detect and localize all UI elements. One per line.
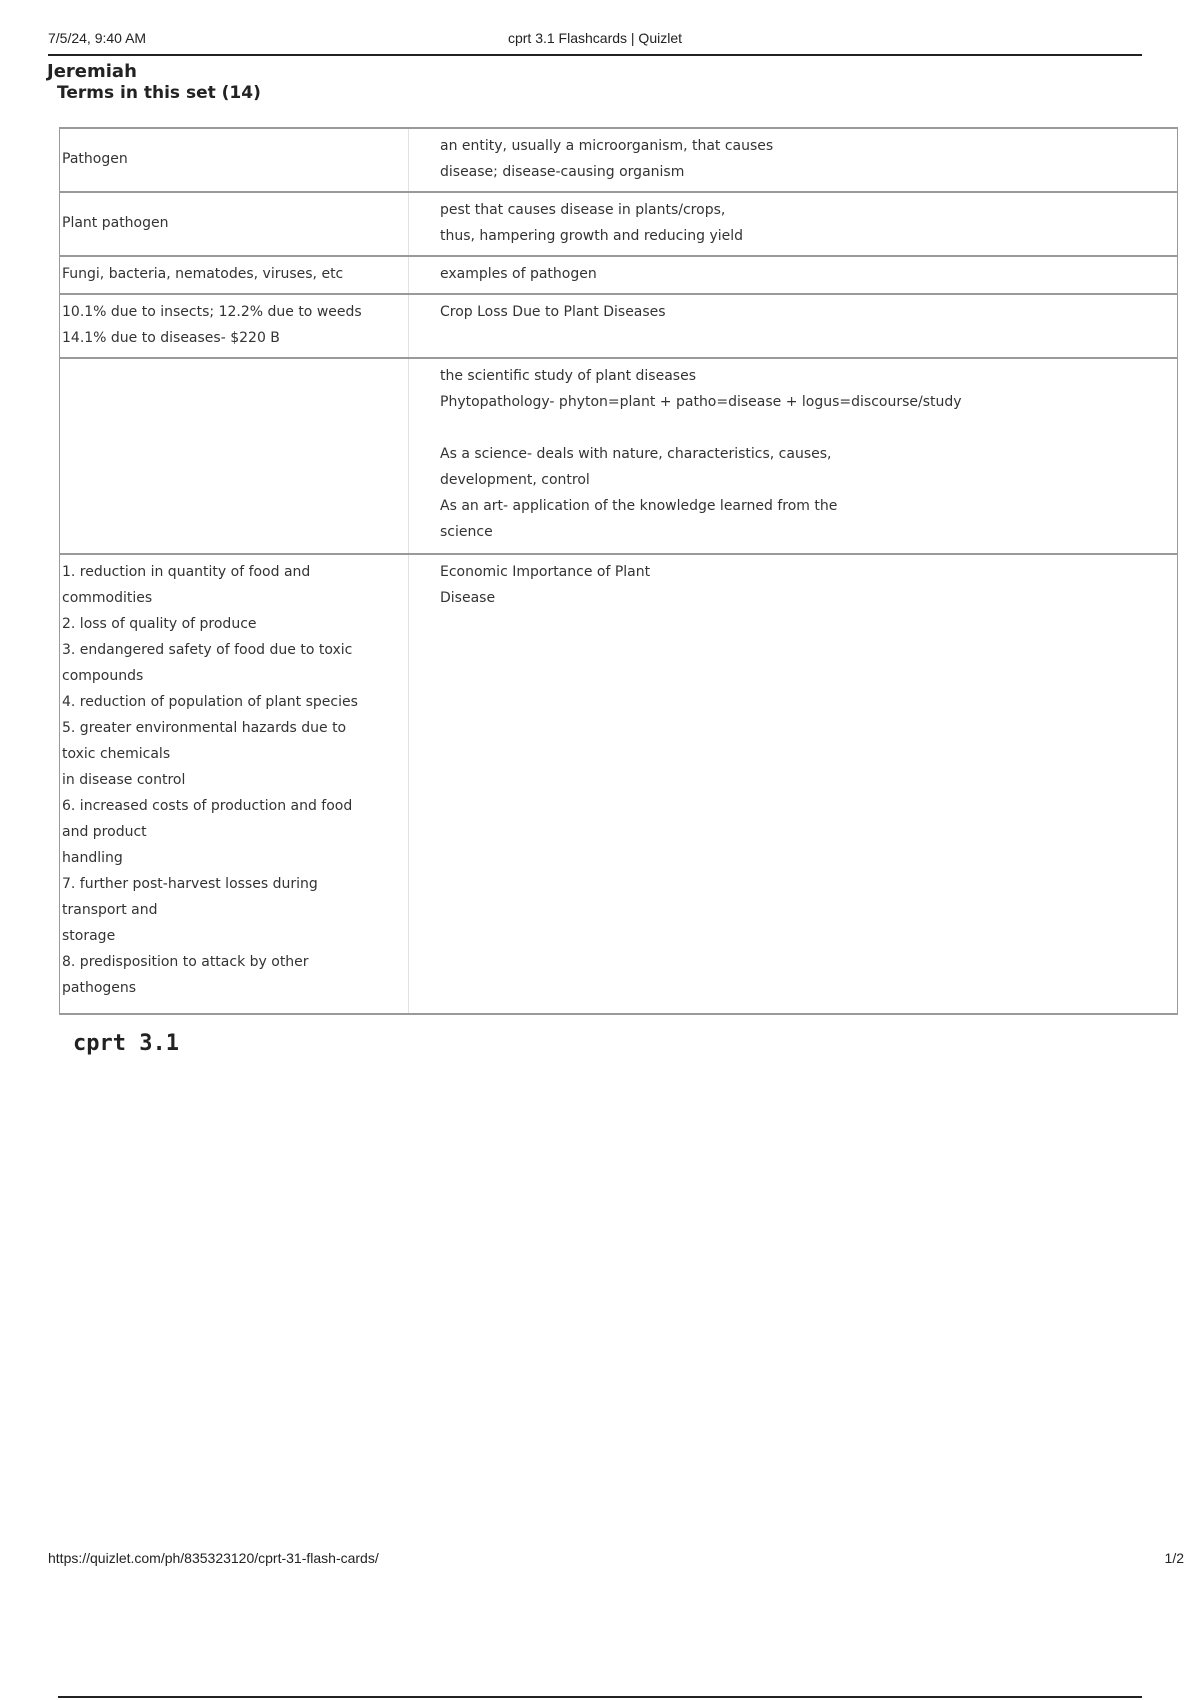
bottom-divider	[58, 1696, 1142, 1698]
definition-cell: an entity, usually a microorganism, that causes disease; disease-causing organism	[409, 128, 1178, 192]
page-url: https://quizlet.com/ph/835323120/cprt-31-flash-cards/	[48, 1550, 379, 1566]
print-page-title: cprt 3.1 Flashcards | Quizlet	[507, 30, 683, 46]
term-row	[60, 294, 1178, 358]
term-row	[60, 128, 1178, 192]
term-row	[60, 192, 1178, 256]
term-cell	[60, 358, 409, 554]
definition-cell: pest that causes disease in plants/crops, thus, hampering growth and reducing yield	[409, 192, 1178, 256]
definition-cell: Economic Importance of Plant Disease	[409, 554, 1178, 1014]
print-date: 7/5/24, 9:40 AM	[48, 30, 147, 46]
term-cell: Plant pathogen	[60, 192, 409, 256]
terms-table	[59, 127, 1178, 1015]
term-cell: Pathogen	[60, 128, 409, 192]
term-row	[60, 358, 1178, 554]
definition-cell: the scientific study of plant diseases Phytopathology- phyton=plant + patho=disease + logus=discourse/study As a science- deals with nature, characteristics, causes, development, control As an art- application of the knowledge learned from the science	[409, 358, 1178, 554]
term-row	[60, 554, 1178, 1014]
term-cell: 1. reduction in quantity of food and commodities 2. loss of quality of produce 3. endangered safety of food due to toxic compounds 4. reduction of population of plant species 5. greater environmental hazards due to toxic chemicals in disease control 6. increased costs of production and food and product handling 7. further post-harvest losses during transport and storage 8. predisposition to attack by other pathogens	[60, 554, 409, 1014]
terms-heading: Terms in this set (14)	[57, 83, 261, 103]
definition-cell: Crop Loss Due to Plant Diseases	[409, 294, 1178, 358]
term-row	[60, 256, 1178, 294]
author-name: Jeremiah	[47, 61, 137, 82]
set-title: cprt 3.1	[73, 1031, 179, 1056]
term-cell: Fungi, bacteria, nematodes, viruses, etc	[60, 256, 409, 294]
definition-cell: examples of pathogen	[409, 256, 1178, 294]
print-header	[48, 30, 1142, 56]
page-number: 1/2	[1164, 1550, 1184, 1566]
term-cell: 10.1% due to insects; 12.2% due to weeds 14.1% due to diseases- $220 B	[60, 294, 409, 358]
